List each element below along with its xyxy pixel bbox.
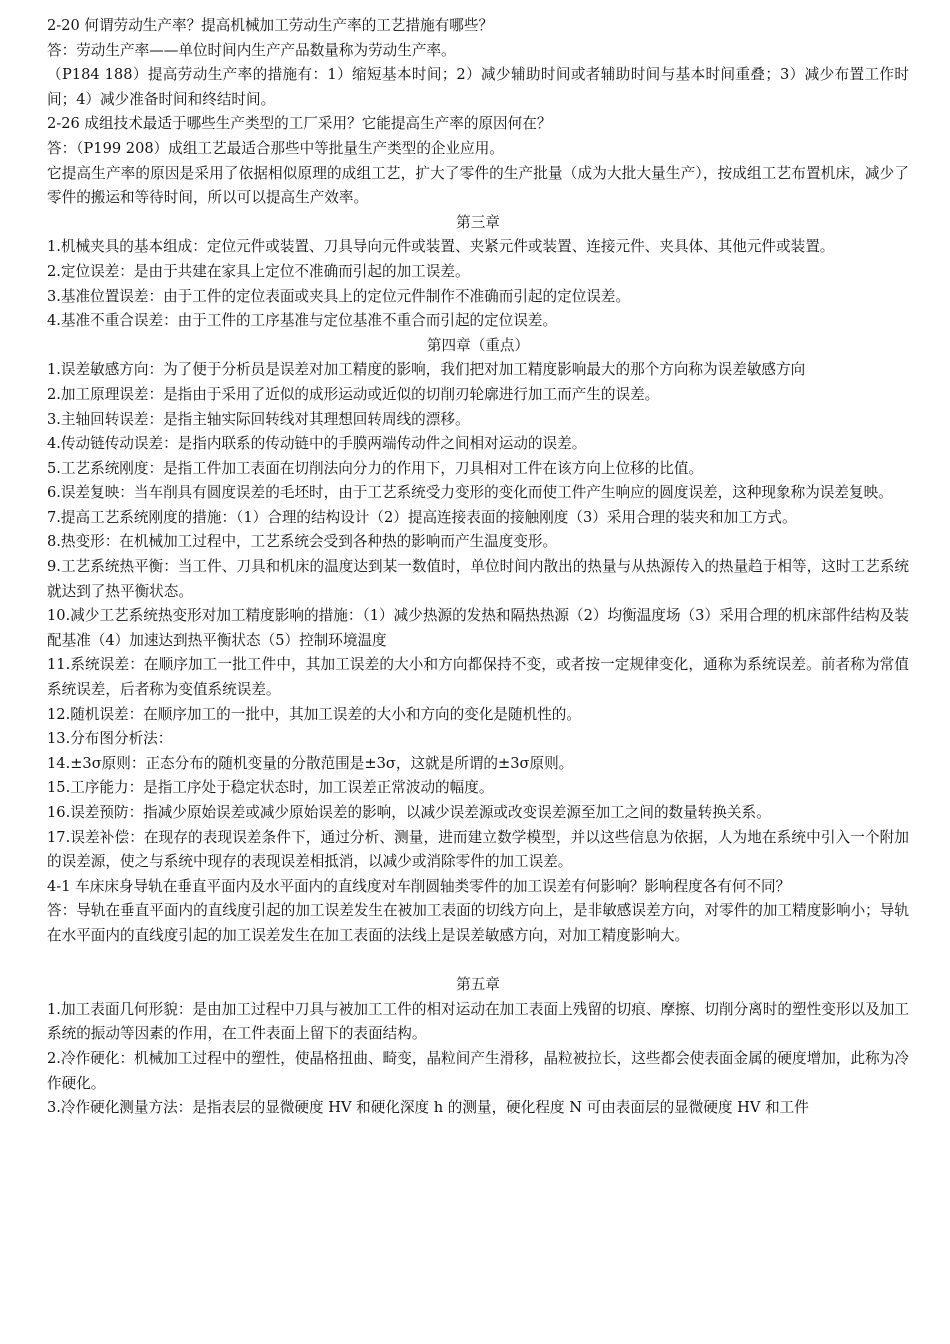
- paragraph: 答：劳动生产率——单位时间内生产产品数量称为劳动生产率。: [47, 41, 456, 59]
- chapter-heading: 第五章: [456, 976, 500, 994]
- paragraph: 2.加工原理误差：是指由于采用了近似的成形运动或近似的切削刃轮廓进行加工而产生的误差。: [47, 385, 660, 403]
- paragraph: 它提高生产率的原因是采用了依据相似原理的成组工艺，扩大了零件的生产批量（成为大批大量生产），按成组工艺布置机床，减少了零件的搬运和等待时间，所以可以提高生产效率。: [47, 164, 909, 207]
- paragraph: 11.系统误差：在顺序加工一批工件中，其加工误差的大小和方向都保持不变，或者按一定规律变化，通称为系统误差。前者称为常值系统误差，后者称为变值系统误差。: [47, 656, 909, 699]
- paragraph: 6.误差复映：当车削具有圆度误差的毛坯时，由于工艺系统受力变形的变化而使工件产生响应的圆度误差，这种现象称为误差复映。: [47, 484, 893, 502]
- document-page: [47, 14, 909, 1121]
- paragraph: （P184 188）提高劳动生产率的措施有：1）缩短基本时间；2）减少辅助时间或者辅助时间与基本时间重叠；3）减少布置工作时间；4）减少准备时间和终结时间。: [47, 66, 909, 108]
- paragraph: 2-26 成组技术最适于哪些生产类型的工厂采用？它能提高生产率的原因何在？: [47, 115, 552, 133]
- paragraph: 2-20 何谓劳动生产率？提高机械加工劳动生产率的工艺措施有哪些？: [47, 17, 494, 34]
- paragraph: 1.误差敏感方向：为了便于分析员是误差对加工精度的影响，我们把对加工精度影响最大的那个方向称为误差敏感方向: [47, 361, 806, 379]
- paragraph: 7.提高工艺系统刚度的措施：（1）合理的结构设计（2）提高连接表面的接触刚度（3）采用合理的装夹和加工方式。: [47, 508, 797, 526]
- paragraph: 5.工艺系统刚度：是指工件加工表面在切削法向分力的作用下，刀具相对工件在该方向上位移的比值。: [47, 459, 704, 477]
- paragraph: 4.基准不重合误差：由于工件的工序基准与定位基准不重合而引起的定位误差。: [47, 312, 558, 330]
- paragraph: 2.定位误差：是由于共建在家具上定位不准确而引起的加工误差。: [47, 262, 470, 280]
- paragraph: 3.主轴回转误差：是指主轴实际回转线对其理想回转周线的漂移。: [47, 410, 470, 428]
- paragraph: 2.冷作硬化：机械加工过程中的塑性，使晶格扭曲、畸变，晶粒间产生滑移，晶粒被拉长，这些都会使表面金属的硬度增加，此称为冷作硬化。: [47, 1049, 909, 1092]
- paragraph: 16.误差预防：指减少原始误差或减少原始误差的影响，以减少误差源或改变误差源至加工之间的数量转换关系。: [47, 804, 771, 821]
- chapter-heading: 第三章: [456, 213, 500, 231]
- paragraph: 15.工序能力：是指工序处于稳定状态时，加工误差正常波动的幅度。: [47, 779, 494, 797]
- paragraph: 12.随机误差：在顺序加工的一批中，其加工误差的大小和方向的变化是随机性的。: [47, 705, 581, 723]
- paragraph: 答：导轨在垂直平面内的直线度引起的加工误差发生在被加工表面的切线方向上，是非敏感误差方向，对零件的加工精度影响小；导轨在水平面内的直线度引起的加工误差发生在加工表面的法线上是误差敏感方向，对加工精度影响大。: [47, 902, 909, 944]
- paragraph: 答：（P199 208）成组工艺最适合那些中等批量生产类型的企业应用。: [47, 139, 504, 157]
- paragraph: 10.减少工艺系统热变形对加工精度影响的措施：（1）减少热源的发热和隔热热源（2）均衡温度场（3）采用合理的机床部件结构及装配基准（4）加速达到热平衡状态（5）控制环境温度: [47, 607, 909, 649]
- paragraph: 3.基准位置误差：由于工件的定位表面或夹具上的定位元件制作不准确而引起的定位误差。: [47, 287, 631, 305]
- paragraph: 3.冷作硬化测量方法：是指表层的显微硬度 HV 和硬化深度 h 的测量，硬化程度 N 可由表面层的显微硬度 HV 和工件: [47, 1099, 809, 1117]
- paragraph: 13.分布图分析法：: [47, 730, 173, 748]
- chapter-heading: 第四章（重点）: [426, 336, 530, 354]
- paragraph: 8.热变形：在机械加工过程中，工艺系统会受到各种热的影响而产生温度变形。: [47, 533, 558, 551]
- paragraph: 17.误差补偿：在现存的表现误差条件下，通过分析、测量，进而建立数学模型，并以这些信息为依据，人为地在系统中引入一个附加的误差源，使之与系统中现存的表现误差相抵消，以减少或消除零件的加工误差。: [47, 828, 909, 871]
- paragraph: 4-1 车床床身导轨在垂直平面内及水平面内的直线度对车削圆轴类零件的加工误差有何影响？影响程度各有何不同？: [47, 877, 791, 895]
- paragraph: 14.±3σ原则：正态分布的随机变量的分散范围是±3σ，这就是所谓的±3σ原则。: [47, 754, 574, 772]
- paragraph: 1.机械夹具的基本组成：定位元件或装置、刀具导向元件或装置、夹紧元件或装置、连接元件、夹具体、其他元件或装置。: [47, 238, 835, 256]
- paragraph: 9.工艺系统热平衡：当工件、刀具和机床的温度达到某一数值时，单位时间内散出的热量与从热源传入的热量趋于相等，这时工艺系统就达到了热平衡状态。: [47, 558, 909, 600]
- paragraph: 4.传动链传动误差：是指内联系的传动链中的手膜两端传动件之间相对运动的误差。: [47, 435, 587, 453]
- blank-line: [47, 949, 909, 974]
- paragraph: 1.加工表面几何形貌：是由加工过程中刀具与被加工工件的相对运动在加工表面上残留的切痕、摩擦、切削分离时的塑性变形以及加工系统的振动等因素的作用，在工件表面上留下的表面结构。: [47, 1000, 909, 1043]
